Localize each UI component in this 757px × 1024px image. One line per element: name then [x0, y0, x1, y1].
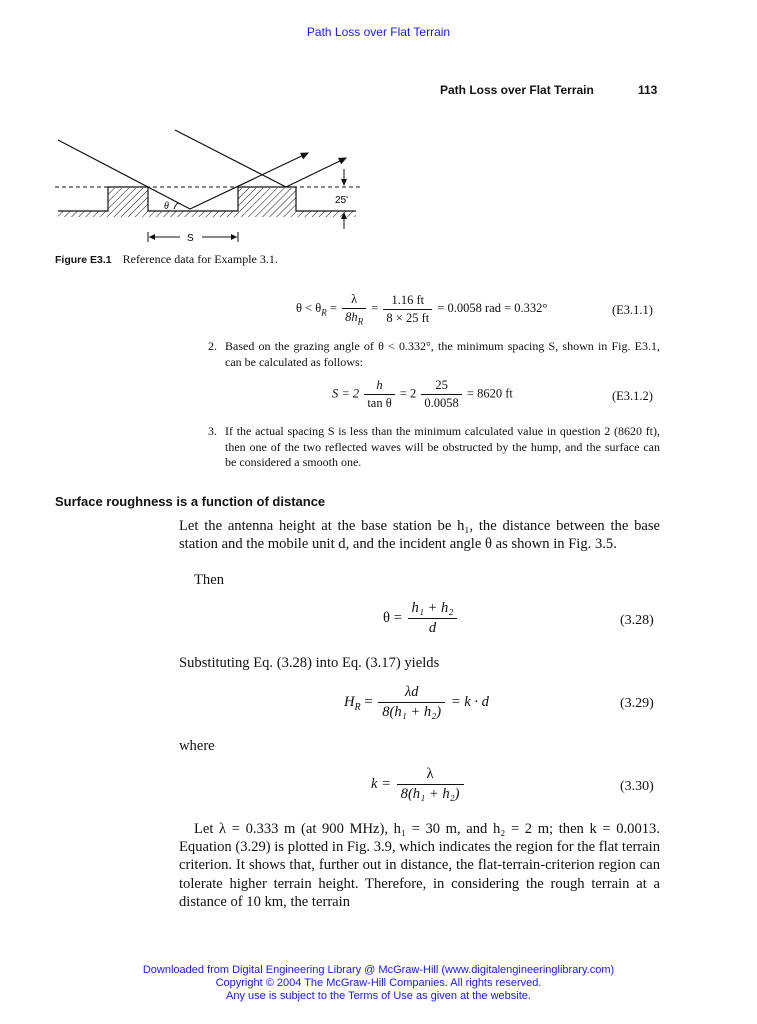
eq-lhs-sub: R	[321, 307, 327, 318]
ground-hatch	[238, 188, 296, 217]
equation-number: (3.28)	[620, 613, 654, 628]
paragraph: Let λ = 0.333 m (at 900 MHz), h₁ = 30 m, and h₂ = 2 m; then k = 0.0013. Equation (3.29) is plotted in Fig. 3.9, which indicates the region for the flat terrain criterion. It shows that, further out in distance, the flat-terrain-criterion region can tolerate higher terrain height. Therefore, in considering the rough terrain at a distance of 10 km, the terrain	[179, 821, 660, 910]
list-item	[208, 339, 660, 370]
ground-hatch	[58, 211, 108, 217]
footer-line: Any use is subject to the Terms of Use as given at the website.	[226, 990, 531, 1002]
fraction-numerator: λd	[378, 684, 445, 703]
incident-ray	[175, 130, 286, 187]
eq-lhs: θ =	[383, 609, 402, 626]
ground-hatch	[296, 211, 356, 217]
fraction-denominator: d	[428, 620, 437, 636]
list-item-number: 3.	[208, 424, 217, 438]
list-item-number: 2.	[208, 339, 217, 353]
caption-label: Figure E3.1	[55, 254, 112, 266]
eq-result: = k · d	[450, 693, 489, 710]
equation-number: (E3.1.2)	[612, 389, 653, 403]
fraction-numerator: 25	[421, 378, 461, 395]
paragraph-then: Then	[194, 572, 224, 588]
fraction	[397, 766, 464, 803]
page-number: 113	[638, 83, 658, 97]
footer	[0, 964, 757, 1003]
fraction	[342, 292, 366, 327]
ground-hatch	[108, 188, 148, 217]
fraction-denominator: 8(h₁ + h₂)	[382, 704, 442, 720]
caption-text: Reference data for Example 3.1.	[122, 252, 278, 266]
equation-number: (3.29)	[620, 696, 654, 711]
eq-mid: = 2	[399, 386, 417, 401]
equation-e3-1-1	[296, 292, 547, 327]
eq-lhs: k =	[371, 775, 391, 792]
fraction-numerator: h₁ + h₂	[408, 600, 458, 619]
figure-caption	[55, 252, 278, 267]
fraction-denominator: 8(h₁ + h₂)	[400, 786, 460, 802]
eq-lhs: θ < θ	[296, 301, 322, 316]
fraction	[383, 293, 432, 326]
fraction-denominator: $8h_R$	[345, 310, 364, 327]
spacing-arrowhead	[149, 234, 155, 240]
equation-3-30	[371, 766, 466, 803]
paragraph: Substituting Eq. (3.28) into Eq. (3.17) yields	[179, 655, 440, 671]
eq-sign: =	[329, 301, 337, 316]
paragraph: Let the antenna height at the base station be h₁, the distance between the base station and the mobile unit d, and the incident angle θ as shown in Fig. 3.5.	[179, 518, 660, 553]
list-item	[208, 424, 660, 471]
footer-line[interactable]: Downloaded from Digital Engineering Library @ McGraw-Hill (www.digitalengineeringlibrary.com)	[142, 964, 615, 976]
fraction-denominator: 0.0058	[424, 396, 459, 410]
theta-label: θ	[164, 201, 169, 212]
fraction	[378, 684, 445, 721]
list-item-text: Based on the grazing angle of θ < 0.332°, the minimum spacing S, shown in Fig. E3.1, can be calculated as follows:	[225, 339, 660, 369]
eq-lhs: H	[344, 693, 355, 710]
equation-3-29	[344, 684, 489, 721]
equation-number: (3.30)	[620, 779, 654, 794]
reflected-ray	[286, 158, 346, 187]
ground-hatch	[148, 211, 238, 217]
spacing-arrowhead	[231, 234, 237, 240]
eq-lhs-sub: R	[354, 701, 361, 713]
eq-lhs: S = 2	[332, 386, 360, 401]
fraction-denominator: 8 × 25 ft	[386, 310, 430, 325]
running-title: Path Loss over Flat Terrain	[440, 83, 594, 97]
fraction	[421, 378, 461, 411]
terrain-profile	[58, 187, 356, 211]
fraction	[364, 378, 394, 411]
footer-line: Copyright © 2004 The McGraw-Hill Companies. All rights reserved.	[215, 977, 542, 989]
equation-e3-1-2	[332, 378, 513, 411]
fraction-numerator: 1.16 ft	[383, 293, 432, 310]
spacing-label: S	[187, 233, 194, 244]
fraction	[408, 600, 458, 637]
figure-e3-1	[50, 125, 370, 250]
fraction-denominator: tan θ	[367, 396, 392, 410]
fraction-numerator: λ	[342, 292, 366, 309]
section-heading: Surface roughness is a function of distance	[55, 494, 326, 509]
eq-result: = 8620 ft	[466, 386, 513, 401]
equation-number: (E3.1.1)	[612, 303, 653, 317]
eq-result: = 0.0058 rad = 0.332°	[437, 301, 548, 316]
height-label: 25'	[335, 195, 349, 206]
theta-arc	[174, 203, 179, 209]
equation-3-28	[383, 600, 459, 637]
list-item-text: If the actual spacing S is less than the minimum calculated value in question 2 (8620 ft), then one of the two reflected waves will be obstructed by the hump, and the surface can be considered a smooth one.	[225, 424, 660, 469]
paragraph: where	[179, 738, 215, 754]
eq-sign: =	[364, 693, 373, 710]
fraction-numerator: λ	[397, 766, 464, 785]
fraction-numerator: h	[364, 378, 394, 395]
eq-sign: =	[371, 301, 379, 316]
top-link[interactable]: Path Loss over Flat Terrain	[306, 25, 451, 39]
